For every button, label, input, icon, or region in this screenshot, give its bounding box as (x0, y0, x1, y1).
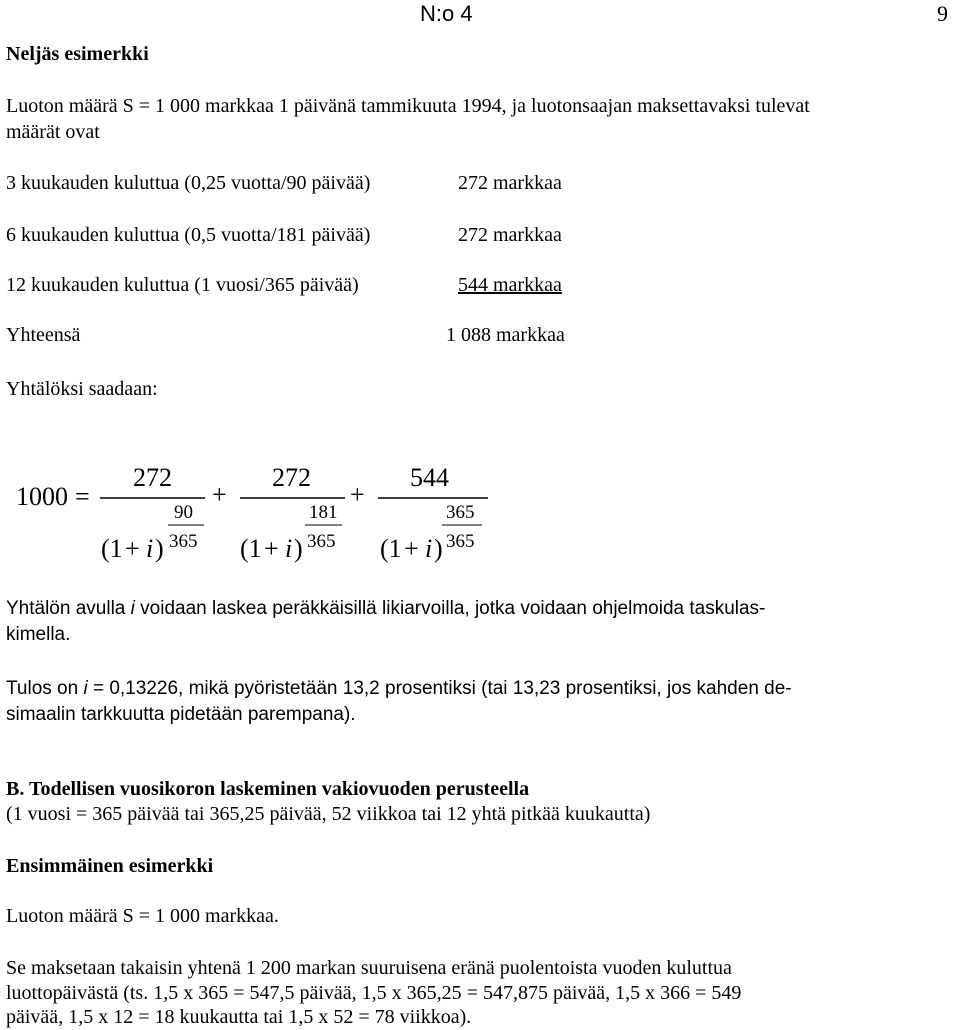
term-2-exp-numerator: 181 (309, 502, 338, 523)
term-1-var-i: i (146, 534, 154, 563)
term-1-paren-close: ) (155, 534, 164, 563)
payment-label-3: 12 kuukauden kuluttua (1 vuosi/365 päivää) (6, 274, 359, 296)
term-2-var-i: i (285, 534, 293, 563)
example1-heading: Ensimmäinen esimerkki (6, 855, 214, 877)
example1-line-2: luottopäivästä (ts. 1,5 x 365 = 547,5 päivää, 1,5 x 365,25 = 547,875 päivää, 1,5 x 366 = 549 (6, 982, 742, 1004)
para1-before-i: Yhtälön avulla (6, 598, 131, 619)
term-3-numerator: 544 (410, 463, 449, 492)
para1-after-i: voidaan laskea peräkkäisillä likiarvoilla, jotka voidaan ohjelmoida taskulas- (134, 598, 766, 619)
para2-before-i: Tulos on (6, 678, 84, 699)
payment-amount-1: 272 markkaa (458, 172, 562, 194)
term-3-exp-numerator: 365 (446, 502, 475, 523)
page-number: 9 (937, 1, 948, 26)
term-2-numerator: 272 (272, 463, 311, 492)
plus-sign-1: + (212, 480, 227, 509)
payment-label-1: 3 kuukauden kuluttua (0,25 vuotta/90 päivää) (6, 172, 371, 194)
payment-amount-3: 544 markkaa (458, 274, 562, 296)
example4-intro: Luoton määrä S = 1 000 markkaa 1 päivänä tammikuuta 1994, ja luotonsaajan maksettavaksi tulevat määrät ovat (6, 95, 810, 143)
equation (0, 440, 960, 600)
section-b-heading: B. Todellisen vuosikoron laskeminen vakiovuoden perusteella (6, 778, 530, 800)
para2-after-i: = 0,13226, mikä pyöristetään 13,2 prosentiksi (tai 13,23 prosentiksi, jos kahden de- (87, 678, 792, 699)
term-2-paren-open: (1 (240, 534, 262, 563)
term-3-var-i: i (425, 534, 433, 563)
total-label: Yhteensä (6, 324, 81, 346)
term-3-exp-denominator: 365 (446, 531, 475, 552)
term-3-paren-close: ) (434, 534, 443, 563)
term-3-paren-open: (1 (380, 534, 402, 563)
term-2-exp-denominator: 365 (307, 531, 336, 552)
example4-heading: Neljäs esimerkki (6, 43, 149, 65)
term-1-exp-denominator: 365 (169, 531, 198, 552)
equation-lhs: 1000 (16, 482, 68, 511)
fraction-term-3 (378, 463, 488, 563)
example1-line-3: päivää, 1,5 x 12 = 18 kuukautta tai 1,5 x 52 = 78 viikkoa). (6, 1006, 472, 1028)
term-3-paren-plus: + (404, 534, 419, 563)
paragraph-2-line-1 (6, 676, 792, 702)
total-amount: 1 088 markkaa (446, 324, 565, 346)
section-b-subline: (1 vuosi = 365 päivää tai 365,25 päivää, 52 viikkoa tai 12 yhtä pitkää kuukautta) (6, 803, 651, 825)
term-2-paren-close: ) (294, 534, 303, 563)
example1-line-1: Se maksetaan takaisin yhtenä 1 200 markan suuruisena eränä puolentoista vuoden kuluttua (6, 957, 732, 979)
equation-intro: Yhtälöksi saadaan: (6, 378, 158, 400)
term-2-paren-plus: + (264, 534, 279, 563)
term-1-paren-plus: + (125, 534, 140, 563)
equation-equals: = (75, 482, 90, 511)
para2-var-i: i (83, 678, 88, 699)
para1-var-i: i (130, 598, 135, 619)
plus-sign-2: + (350, 480, 365, 509)
payment-amount-2: 272 markkaa (458, 224, 562, 246)
term-1-exp-numerator: 90 (174, 502, 193, 523)
term-1-numerator: 272 (133, 463, 172, 492)
payment-label-2: 6 kuukauden kuluttua (0,5 vuotta/181 päivää) (6, 224, 371, 246)
document-number: N:o 4 (420, 1, 473, 26)
paragraph-2-line-2: simaalin tarkkuutta pidetään parempana). (6, 704, 356, 725)
paragraph-1-line-2: kimella. (6, 624, 71, 645)
fraction-term-2 (240, 463, 345, 563)
example1-loan: Luoton määrä S = 1 000 markkaa. (6, 905, 279, 927)
fraction-term-1 (100, 463, 205, 563)
term-1-paren-open: (1 (101, 534, 123, 563)
paragraph-1-line-1 (6, 596, 765, 622)
